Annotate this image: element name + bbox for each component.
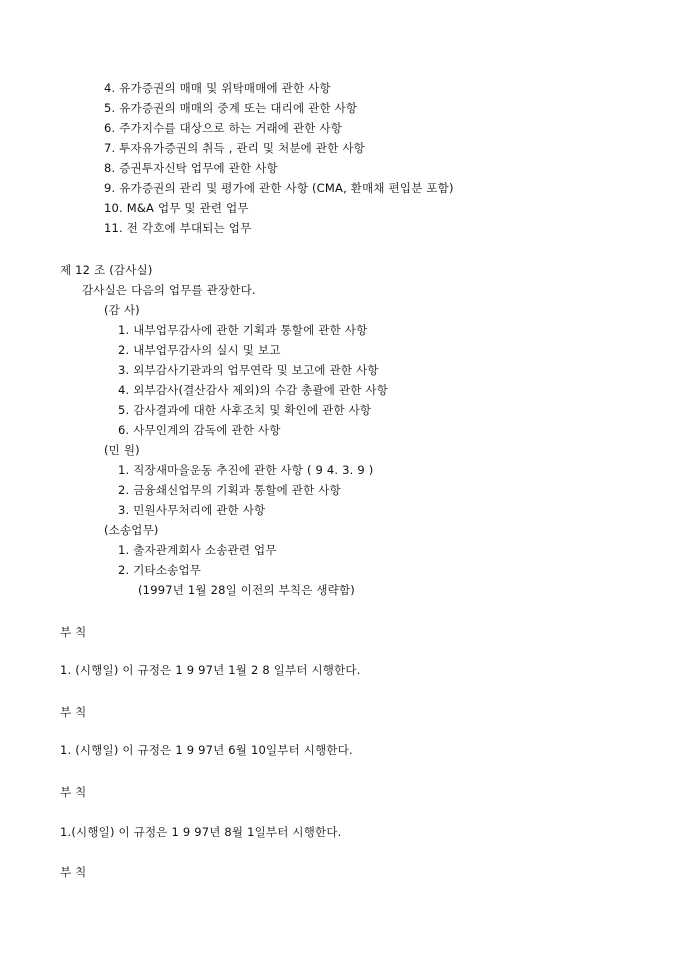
list-item-4: 4. 유가증권의 매매 및 위탁매매에 관한 사항 [104,81,331,95]
list-item-6: 6. 주가지수를 대상으로 하는 거래에 관한 사항 [104,121,343,135]
audit-item-4: 4. 외부감사(결산감사 제외)의 수감 총괄에 관한 사항 [118,383,389,397]
civil-item-3: 3. 민원사무처리에 관한 사항 [118,503,266,517]
list-item-11: 11. 전 각호에 부대되는 업무 [104,221,252,235]
audit-item-2: 2. 내부업무감사의 실시 및 보고 [118,343,281,357]
audit-item-6: 6. 사무인계의 감독에 관한 사항 [118,423,281,437]
list-item-5: 5. 유가증권의 매매의 중계 또는 대리에 관한 사항 [104,101,358,115]
addendum-3-title: 부 칙 [60,785,87,799]
section-litigation-title: (소송업무) [104,523,159,537]
omitted-addenda-note: (1997년 1월 28일 이전의 부칙은 생략함) [138,583,355,597]
addendum-4-title: 부 칙 [60,865,87,879]
addendum-2-text: 1. (시행일) 이 규정은 1 9 97년 6월 10일부터 시행한다. [60,743,353,757]
article-12-intro: 감사실은 다음의 업무를 관장한다. [82,283,256,297]
section-audit-title: (감 사) [104,303,140,317]
addendum-2-title: 부 칙 [60,705,87,719]
civil-item-2: 2. 금융쇄신업무의 기획과 통할에 관한 사항 [118,483,341,497]
litigation-item-1: 1. 출자관계회사 소송관련 업무 [118,543,277,557]
audit-item-3: 3. 외부감사기관과의 업무연락 및 보고에 관한 사항 [118,363,379,377]
audit-item-5: 5. 감사결과에 대한 사후조치 및 확인에 관한 사항 [118,403,372,417]
list-item-9: 9. 유가증권의 관리 및 평가에 관한 사항 (CMA, 환매채 편입분 포함) [104,181,454,195]
list-item-7: 7. 투자유가증권의 취득 , 관리 및 처분에 관한 사항 [104,141,365,155]
list-item-10: 10. M&A 업무 및 관련 업무 [104,201,249,215]
litigation-item-2: 2. 기타소송업무 [118,563,202,577]
addendum-1-text: 1. (시행일) 이 규정은 1 9 97년 1월 2 8 일부터 시행한다. [60,663,361,677]
civil-item-1: 1. 직장새마을운동 추진에 관한 사항 ( 9 4. 3. 9 ) [118,463,374,477]
audit-item-1: 1. 내부업무감사에 관한 기획과 통할에 관한 사항 [118,323,368,337]
list-item-8: 8. 증권투자신탁 업무에 관한 사항 [104,161,278,175]
article-12-heading: 제 12 조 (감사실) [60,263,153,277]
addendum-1-title: 부 칙 [60,625,87,639]
addendum-3-text: 1.(시행일) 이 규정은 1 9 97년 8월 1일부터 시행한다. [60,825,342,839]
section-civil-title: (민 원) [104,443,140,457]
